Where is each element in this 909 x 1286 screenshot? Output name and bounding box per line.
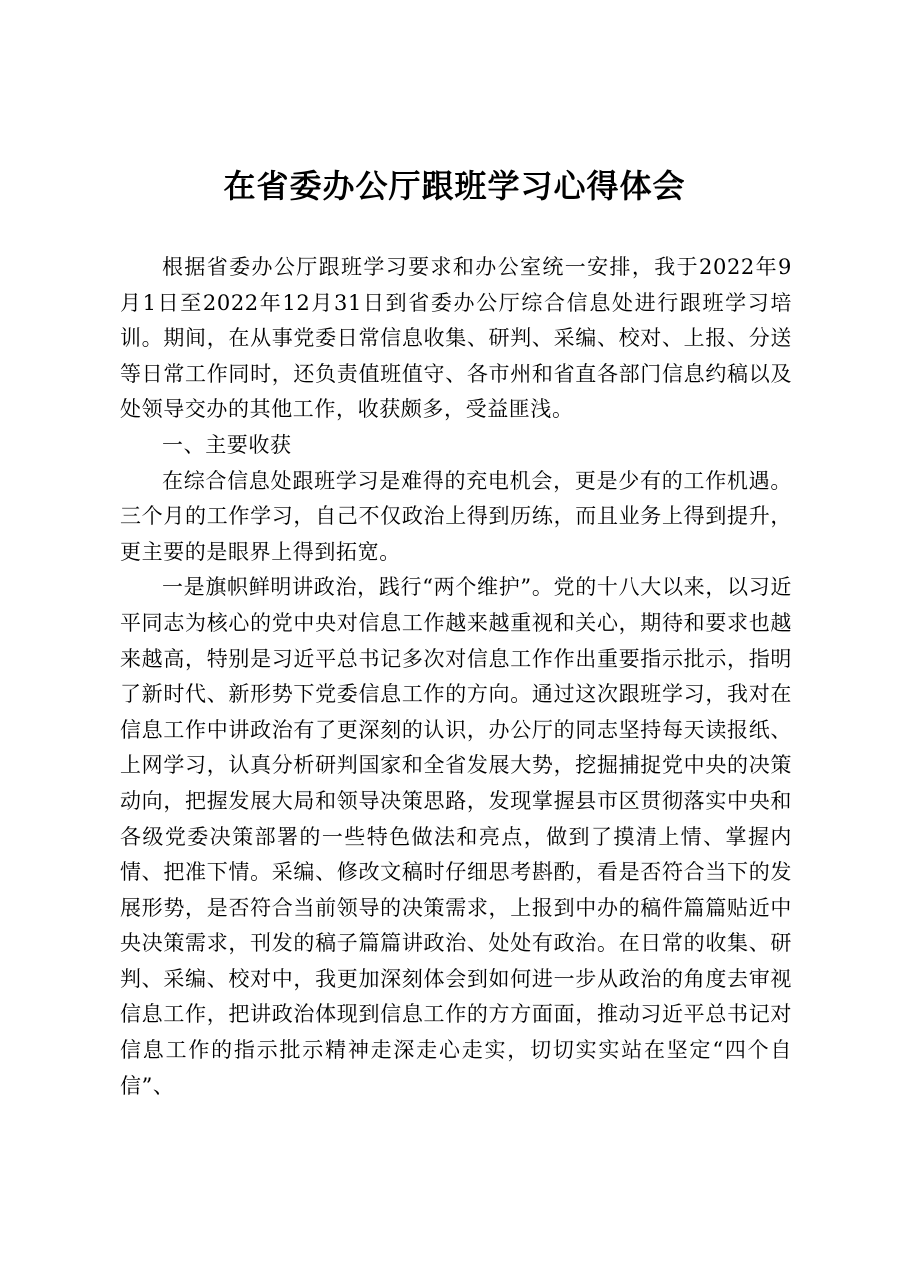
document-title: 在省委办公厅跟班学习心得体会 bbox=[223, 167, 686, 205]
document-body bbox=[120, 250, 792, 1104]
politics-paragraph: 一是旗帜鲜明讲政治，践行“两个维护”。党的十八大以来，以习近平同志为核心的党中央对信息工作越来越重视和关心，期待和要求也越来越高，特别是习近平总书记多次对信息工作作出重要指示批示，指明了新时代、新形势下党委信息工作的方向。通过这次跟班学习，我对在信息工作中讲政治有了更深刻的认识，办公厅的同志坚持每天读报纸、上网学习，认真分析研判国家和全省发展大势，挖掘捕捉党中央的决策动向，把握发展大局和领导决策思路，发现掌握县市区贯彻落实中央和各级党委决策部署的一些特色做法和亮点，做到了摸清上情、掌握内情、把准下情。采编、修改文稿时仔细思考斟酌，看是否符合当下的发展形势，是否符合当前领导的决策需求，上报到中办的稿件篇篇贴近中央决策需求，刊发的稿子篇篇讲政治、处处有政治。在日常的收集、研判、采编、校对中，我更加深刻体会到如何进一步从政治的角度去审视信息工作，把讲政治体现到信息工作的方方面面，推动习近平总书记对信息工作的指示批示精神走深走心走实，切切实实站在坚定“四个自信”、 bbox=[120, 575, 792, 1098]
gains-summary-paragraph: 在综合信息处跟班学习是难得的充电机会，更是少有的工作机遇。三个月的工作学习，自己不仅政治上得到历练，而且业务上得到提升，更主要的是眼界上得到拓宽。 bbox=[120, 468, 792, 564]
section-heading-main-gains: 一、主要收获 bbox=[162, 432, 292, 457]
intro-paragraph: 根据省委办公厅跟班学习要求和办公室统一安排，我于2022年9月1日至2022年12月31日到省委办公厅综合信息处进行跟班学习培训。期间，在从事党委日常信息收集、研判、采编、校对、上报、分送等日常工作同时，还负责值班值守、各市州和省直各部门信息约稿以及处领导交办的其他工作，收获颇多，受益匪浅。 bbox=[120, 255, 792, 422]
